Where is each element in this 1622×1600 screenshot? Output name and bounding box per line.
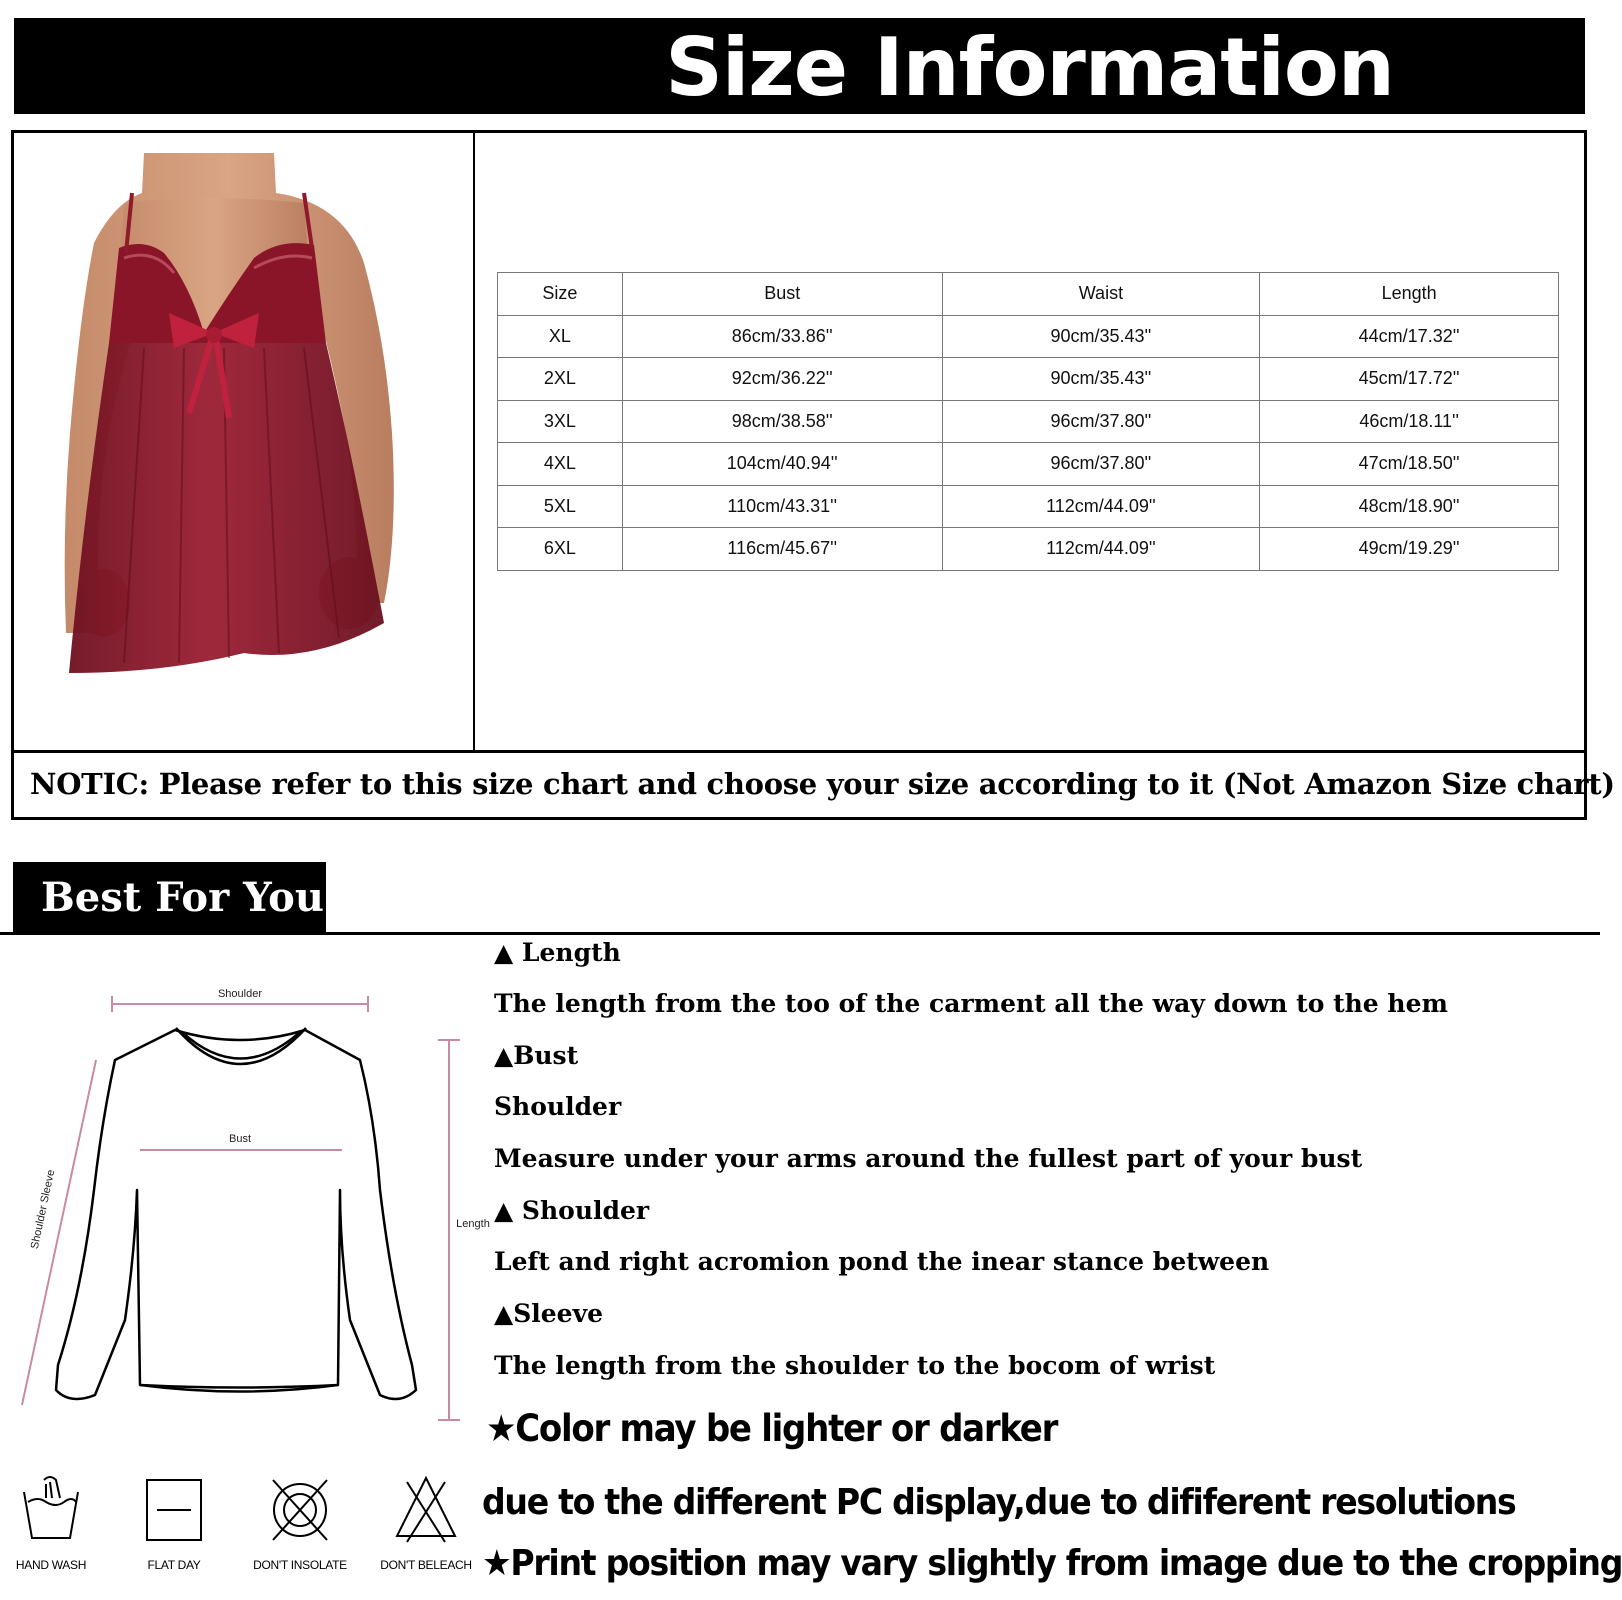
measure-length-text: The length from the too of the carment all the way down to the hem [494,989,1448,1018]
diagram-label-shoulder: Shoulder [217,988,263,1000]
care-label-do-not-insolate: DON'T INSOLATE [253,1558,347,1572]
page-title: Size Information [665,21,1394,114]
measure-bust-heading: ▲Bust [494,1041,579,1070]
cell-size: 4XL [498,443,623,486]
section-divider [0,932,1600,935]
diagram-label-shoulder-sleeve: Shoulder Sleeve [28,1168,58,1251]
care-item [0,1472,106,1572]
sweater-measurement-diagram [0,988,490,1430]
care-icons-row [14,1472,484,1592]
cell-size: 6XL [498,528,623,571]
title-bar [14,18,1585,114]
cell-bust: 86cm/33.86'' [622,315,942,358]
measure-length-heading: ▲ Length [494,938,621,967]
cell-size: XL [498,315,623,358]
care-item [371,1472,481,1572]
table-row [498,443,1559,486]
note-print: ★Print position may vary slightly from image due to the cropping [482,1543,1622,1584]
column-header-bust: Bust [622,273,942,316]
note-color: ★Color may be lighter or darker [486,1407,1058,1450]
cell-waist: 112cm/44.09'' [942,485,1260,528]
column-header-length: Length [1260,273,1559,316]
care-label-hand-wash: HAND WASH [15,1558,87,1572]
diagram-label-bust: Bust [228,1133,252,1145]
cell-waist: 90cm/35.43'' [942,315,1260,358]
column-header-size: Size [498,273,623,316]
measure-sleeve-text: The length from the shoulder to the bocom of wrist [494,1351,1216,1380]
column-header-waist: Waist [942,273,1260,316]
cell-bust: 98cm/38.58'' [622,400,942,443]
table-row [498,528,1559,571]
note-display: due to the different PC display,due to dififerent resolutions [482,1482,1516,1523]
table-header-row [498,273,1559,316]
table-row [498,400,1559,443]
cell-size: 5XL [498,485,623,528]
size-notice: NOTIC: Please refer to this size chart and choose your size according to it (Not Amazon Size chart) [30,767,1615,801]
measure-shoulder-text: Left and right acromion pond the inear stance between [494,1247,1270,1276]
care-item [119,1472,229,1572]
cell-waist: 96cm/37.80'' [942,400,1260,443]
cell-bust: 104cm/40.94'' [622,443,942,486]
care-item [245,1472,355,1572]
cell-length: 46cm/18.11'' [1260,400,1559,443]
table-row [498,485,1559,528]
measure-shoulder-label: Shoulder [494,1092,622,1121]
measure-bust-text: Measure under your arms around the fullest part of your bust [494,1144,1363,1173]
best-for-you-tab [13,862,326,934]
cell-waist: 90cm/35.43'' [942,358,1260,401]
measure-sleeve-heading: ▲Sleeve [494,1299,604,1328]
notice-row [14,750,1615,817]
product-photo-cell [14,133,475,750]
cell-size: 2XL [498,358,623,401]
cell-bust: 92cm/36.22'' [622,358,942,401]
cell-length: 48cm/18.90'' [1260,485,1559,528]
measure-shoulder-heading: ▲ Shoulder [494,1196,650,1225]
cell-bust: 116cm/45.67'' [622,528,942,571]
cell-length: 45cm/17.72'' [1260,358,1559,401]
table-row [498,315,1559,358]
hand-wash-icon [16,1472,86,1544]
best-for-you-title: Best For You [41,874,324,921]
flat-dry-icon [139,1472,209,1544]
care-label-do-not-bleach: DON'T BELEACH [380,1558,472,1572]
cell-size: 3XL [498,400,623,443]
product-photo [14,133,475,750]
care-label-flat-dry: FLAT DAY [147,1558,201,1572]
cell-length: 47cm/18.50'' [1260,443,1559,486]
cell-bust: 110cm/43.31'' [622,485,942,528]
table-row [498,358,1559,401]
cell-length: 49cm/19.29'' [1260,528,1559,571]
size-table [497,272,1559,571]
do-not-bleach-icon [391,1472,461,1544]
do-not-insolate-icon [265,1472,335,1544]
diagram-label-length: Length [456,1218,490,1230]
cell-waist: 112cm/44.09'' [942,528,1260,571]
cell-waist: 96cm/37.80'' [942,443,1260,486]
cell-length: 44cm/17.32'' [1260,315,1559,358]
